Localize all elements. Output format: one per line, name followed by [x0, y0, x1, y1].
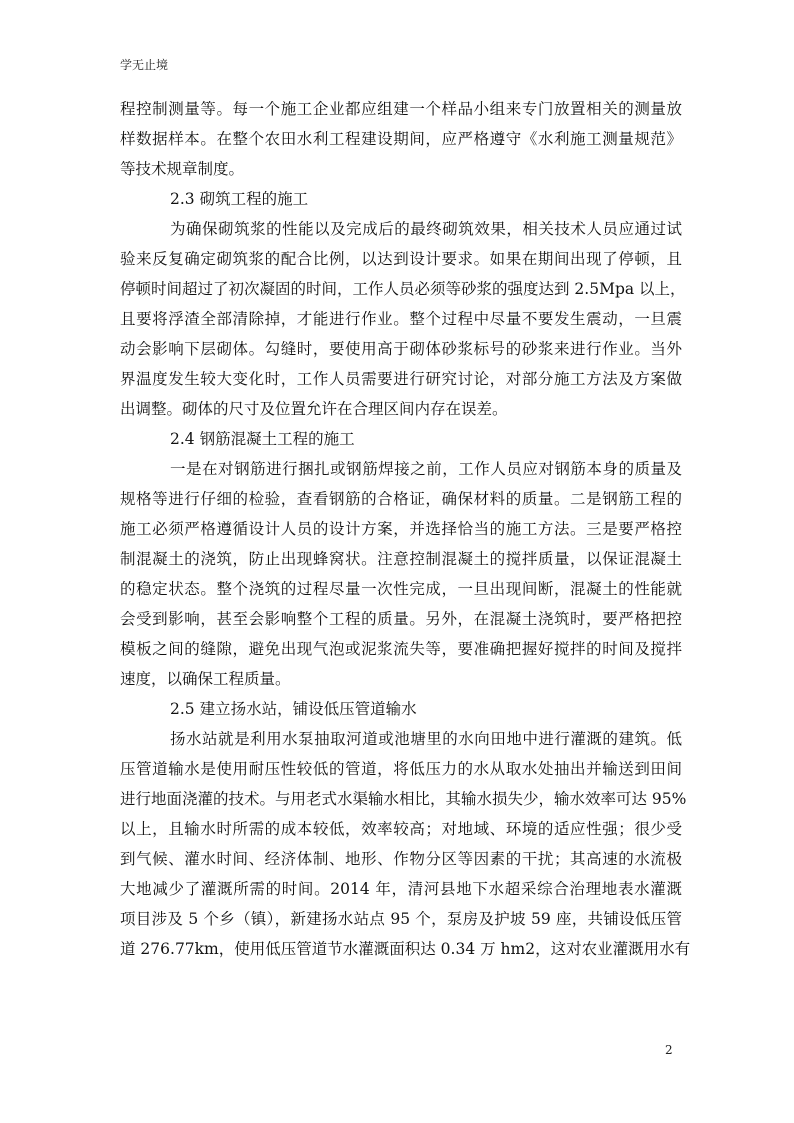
paragraph-line: 道 276.77km，使用低压管道节水灌溉面积达 0.34 万 hm2，这对农业灌溉用水有: [120, 940, 691, 958]
paragraph-line: 项目涉及 5 个乡（镇），新建扬水站点 95 个，泵房及护坡 59 座，共铺设低压管: [120, 910, 682, 928]
paragraph-line: 样数据样本。在整个农田水利工程建设期间，应严格遵守《水利施工测量规范》: [120, 130, 682, 148]
paragraph-line: 程控制测量等。每一个施工企业都应组建一个样品小组来专门放置相关的测量放: [120, 100, 682, 118]
paragraph-line: 出调整。砌体的尺寸及位置允许在合理区间内存在误差。: [120, 400, 508, 418]
page-number: 2: [665, 1043, 673, 1057]
paragraph-line: 模板之间的缝隙，避免出现气泡或泥浆流失等，要准确把握好搅拌的时间及搅拌: [120, 640, 682, 658]
paragraph-line: 会受到影响，甚至会影响整个工程的质量。另外，在混凝土浇筑时，要严格把控: [120, 610, 682, 628]
paragraph-line: 且要将浮渣全部清除掉，才能进行作业。整个过程中尽量不要发生震动，一旦震: [120, 310, 682, 328]
paragraph-line: 停顿时间超过了初次凝固的时间，工作人员必须等砂浆的强度达到 2.5Mpa 以上，: [120, 280, 686, 298]
paragraph-line: 验来反复确定砌筑浆的配合比例，以达到设计要求。如果在期间出现了停顿，且: [120, 250, 682, 268]
page-header: 学无止境: [120, 58, 169, 72]
paragraph-line: 规格等进行仔细的检验，查看钢筋的合格证，确保材料的质量。二是钢筋工程的: [120, 490, 682, 508]
paragraph-line: 为确保砌筑浆的性能以及完成后的最终砌筑效果，相关技术人员应通过试: [170, 220, 682, 238]
paragraph-line: 一是在对钢筋进行捆扎或钢筋焊接之前，工作人员应对钢筋本身的质量及: [170, 460, 682, 478]
section-heading: 2.4 钢筋混凝土工程的施工: [170, 430, 355, 448]
paragraph-line: 进行地面浇灌的技术。与用老式水渠输水相比，其输水损失少，输水效率可达 95%: [120, 790, 687, 808]
paragraph-line: 扬水站就是利用水泵抽取河道或池塘里的水向田地中进行灌溉的建筑。低: [170, 730, 682, 748]
document-body: [120, 94, 691, 964]
paragraph-line: 压管道输水是使用耐压性较低的管道，将低压力的水从取水处抽出并输送到田间: [120, 760, 682, 778]
paragraph-line: 的稳定状态。整个浇筑的过程尽量一次性完成，一旦出现间断，混凝土的性能就: [120, 580, 682, 598]
paragraph-line: 以上，且输水时所需的成本较低，效率较高；对地域、环境的适应性强；很少受: [120, 820, 682, 838]
section-heading: 2.3 砌筑工程的施工: [170, 190, 309, 208]
paragraph-line: 制混凝土的浇筑，防止出现蜂窝状。注意控制混凝土的搅拌质量，以保证混凝土: [120, 550, 682, 568]
paragraph-line: 速度，以确保工程质量。: [120, 670, 291, 688]
paragraph-line: 大地减少了灌溉所需的时间。2014 年，清河县地下水超采综合治理地表水灌溉: [120, 880, 682, 898]
paragraph-line: 到气候、灌水时间、经济体制、地形、作物分区等因素的干扰；其高速的水流极: [120, 850, 682, 868]
section-heading: 2.5 建立扬水站，铺设低压管道输水: [170, 700, 417, 718]
paragraph-line: 动会影响下层砌体。勾缝时，要使用高于砌体砂浆标号的砂浆来进行作业。当外: [120, 340, 682, 358]
paragraph-line: 界温度发生较大变化时，工作人员需要进行研究讨论，对部分施工方法及方案做: [120, 370, 682, 388]
paragraph-line: 施工必须严格遵循设计人员的设计方案，并选择恰当的施工方法。三是要严格控: [120, 520, 682, 538]
paragraph-line: 等技术规章制度。: [120, 160, 245, 178]
